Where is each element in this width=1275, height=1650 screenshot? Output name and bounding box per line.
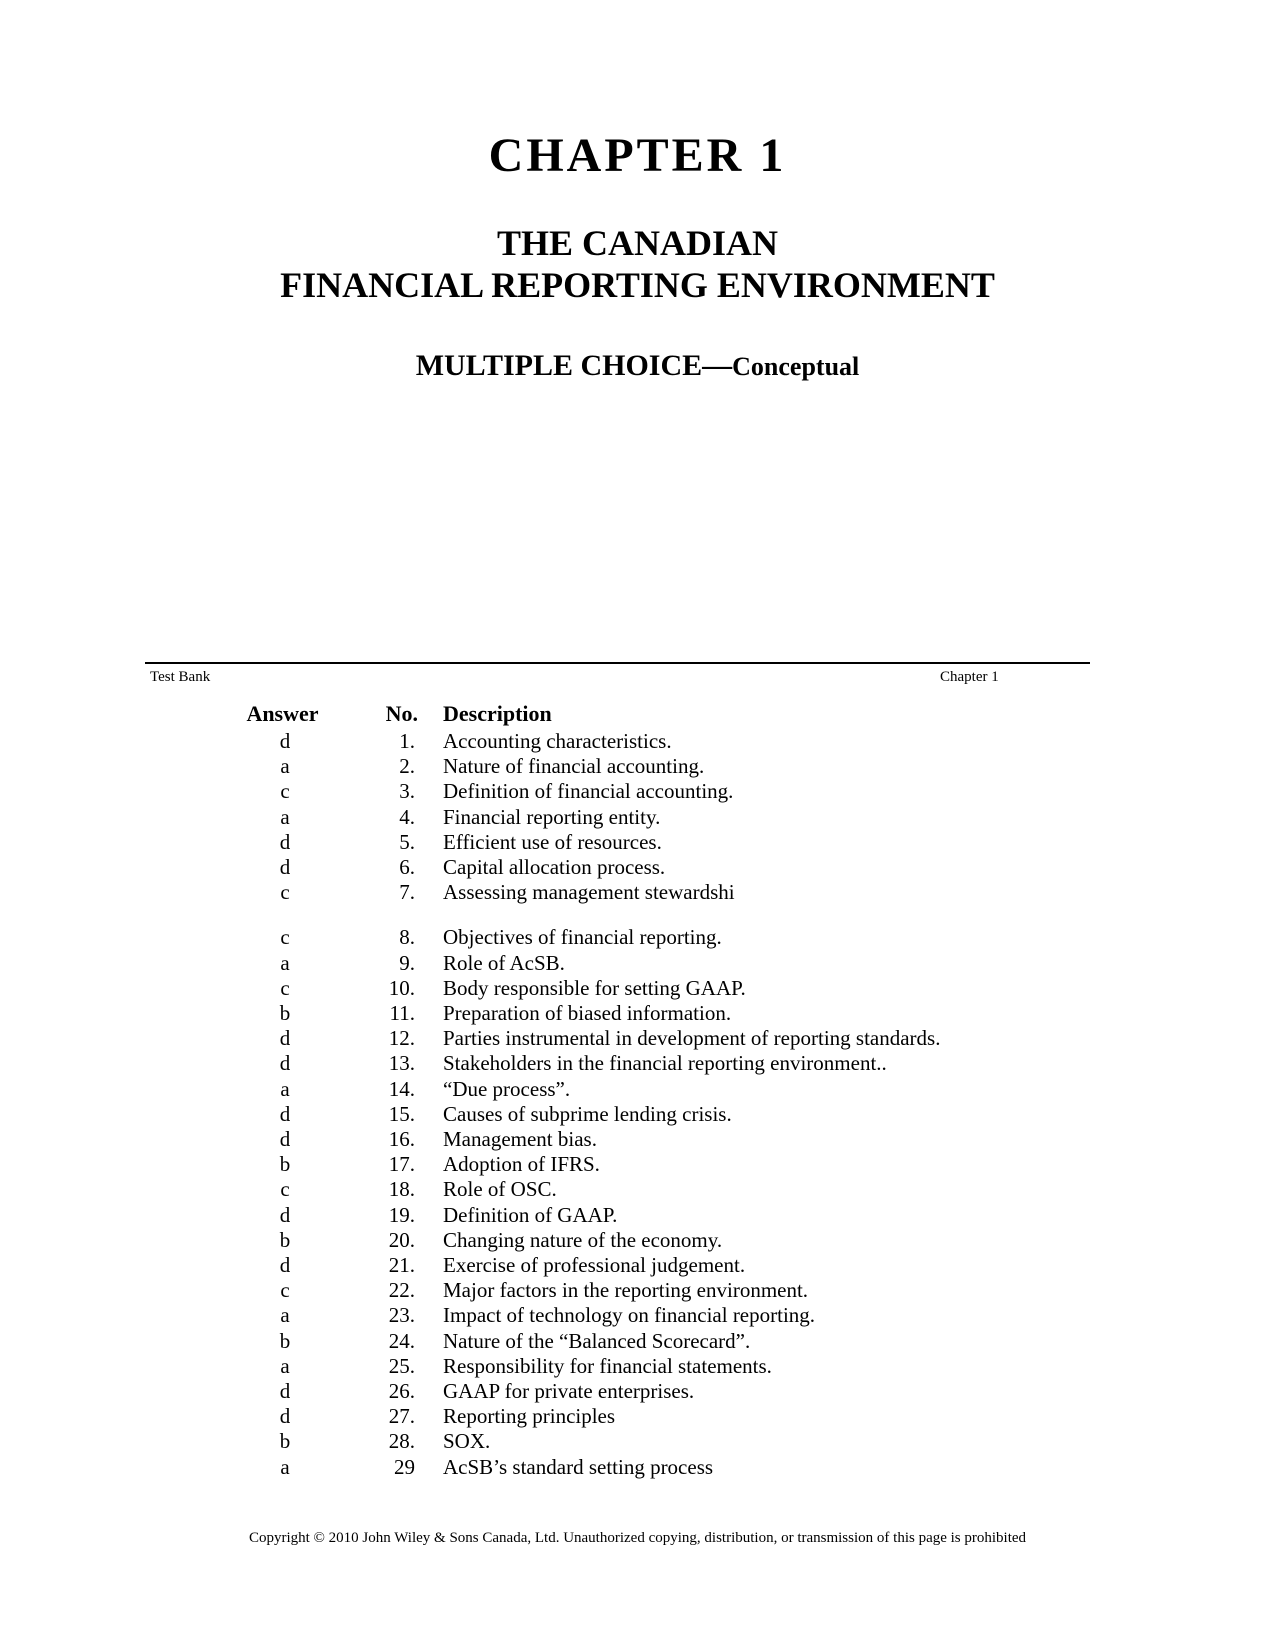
answer-cell: d [279, 855, 291, 879]
answer-cell: b [279, 1152, 291, 1177]
table-row [0, 728, 1275, 754]
answer-cell: d [279, 1101, 291, 1126]
table-row [0, 924, 1275, 950]
question-number-cell: 27. [388, 1404, 415, 1429]
question-number-cell: 2. [399, 754, 415, 779]
answer-cell: c [280, 880, 290, 905]
table-row [0, 975, 1275, 1001]
question-number-cell: 28. [388, 1429, 415, 1454]
answer-cell: c [280, 779, 290, 804]
answer-cell: b [279, 1227, 291, 1252]
description-cell: Financial reporting entity. [443, 804, 661, 829]
question-number-cell: 20. [388, 1227, 415, 1252]
question-number-cell: 15. [388, 1101, 415, 1126]
table-row [0, 1000, 1275, 1026]
description-cell: Major factors in the reporting environment. [443, 1278, 809, 1303]
table-row [0, 854, 1275, 880]
table-row [0, 879, 1275, 905]
answer-cell: a [280, 754, 290, 779]
description-cell: Role of OSC. [443, 1177, 557, 1202]
question-number-cell: 22. [388, 1278, 415, 1303]
description-cell: Parties instrumental in development of reporting standards. [443, 1026, 941, 1051]
question-number-cell: 7. [399, 880, 415, 905]
question-number-cell: 16. [388, 1127, 415, 1151]
answer-cell: a [280, 1076, 290, 1101]
header-rule [145, 662, 1090, 664]
answer-cell: d [279, 1202, 291, 1227]
chapter-subtitle-line1: THE CANADIAN [496, 223, 779, 263]
table-row [0, 1101, 1275, 1127]
question-number-cell: 29 [394, 1454, 415, 1479]
answer-cell: d [279, 1379, 291, 1403]
table-row [0, 1151, 1275, 1177]
description-cell: Assessing management stewardshi [443, 880, 735, 905]
table-row [0, 753, 1275, 779]
question-number-cell: 9. [399, 950, 415, 975]
description-cell: Reporting principles [443, 1404, 616, 1429]
question-number-cell: 4. [399, 804, 415, 829]
table-row [0, 1025, 1275, 1051]
description-cell: Definition of financial accounting. [443, 779, 734, 804]
question-number-cell: 3. [399, 779, 415, 804]
description-cell: Nature of financial accounting. [443, 754, 705, 779]
question-number-cell: 23. [388, 1303, 415, 1328]
answer-cell: a [280, 950, 290, 975]
answer-cell: b [279, 1001, 291, 1025]
chapter-title: CHAPTER 1 [488, 129, 787, 182]
table-row [0, 1126, 1275, 1152]
description-cell: GAAP for private enterprises. [443, 1379, 695, 1403]
question-number-cell: 18. [388, 1177, 415, 1202]
column-header-answer: Answer [246, 701, 319, 726]
answer-cell: c [280, 925, 290, 950]
table-row [0, 1353, 1275, 1379]
answer-cell: d [279, 1051, 291, 1076]
table-row [0, 1302, 1275, 1328]
table-row [0, 1076, 1275, 1102]
description-cell: Role of AcSB. [443, 950, 565, 975]
description-cell: Efficient use of resources. [443, 829, 662, 854]
description-cell: Stakeholders in the financial reporting environment.. [443, 1051, 887, 1076]
table-row [0, 1277, 1275, 1303]
question-number-cell: 17. [388, 1152, 415, 1177]
description-cell: AcSB’s standard setting process [443, 1454, 714, 1479]
chapter-subtitle-line2: FINANCIAL REPORTING ENVIRONMENT [280, 265, 995, 305]
question-number-cell: 21. [388, 1253, 415, 1277]
answer-cell: d [279, 1404, 291, 1429]
table-row [0, 778, 1275, 804]
table-row [0, 1378, 1275, 1404]
answer-cell: b [279, 1328, 291, 1353]
answer-cell: d [279, 1127, 291, 1151]
question-number-cell: 10. [388, 975, 415, 1000]
question-number-cell: 25. [388, 1353, 415, 1378]
table-row [0, 1328, 1275, 1354]
running-header-left: Test Bank [150, 669, 211, 685]
answer-cell: c [280, 975, 290, 1000]
description-cell: Accounting characteristics. [443, 729, 672, 753]
question-number-cell: 5. [399, 829, 415, 854]
description-cell: Capital allocation process. [443, 855, 666, 879]
answer-cell: d [279, 1026, 291, 1051]
table-row [0, 1403, 1275, 1429]
answer-cell: b [279, 1429, 291, 1454]
description-cell: Nature of the “Balanced Scorecard”. [443, 1328, 751, 1353]
description-cell: Definition of GAAP. [443, 1202, 618, 1227]
table-row [0, 1176, 1275, 1202]
table-row [0, 1428, 1275, 1454]
table-row [0, 1454, 1275, 1480]
description-cell: “Due process”. [443, 1076, 571, 1101]
answer-cell: d [279, 829, 291, 854]
answer-cell: d [279, 1253, 291, 1277]
description-cell: Body responsible for setting GAAP. [443, 975, 746, 1000]
answer-cell: a [280, 1353, 290, 1378]
section-heading [0, 346, 1275, 387]
question-number-cell: 6. [399, 855, 415, 879]
description-cell: Objectives of financial reporting. [443, 925, 722, 950]
running-header-right: Chapter 1 [940, 669, 999, 685]
question-number-cell: 19. [388, 1202, 415, 1227]
description-cell: Management bias. [443, 1127, 597, 1151]
description-cell: Changing nature of the economy. [443, 1227, 723, 1252]
question-number-cell: 12. [388, 1026, 415, 1051]
copyright-footer: Copyright © 2010 John Wiley & Sons Canada, Ltd. Unauthorized copying, distribution, or transmission of this page is prohibited [248, 1530, 1027, 1546]
section-heading-sub: Conceptual [732, 352, 860, 381]
table-row [0, 829, 1275, 855]
table-row [0, 1252, 1275, 1278]
answer-cell: d [279, 729, 291, 753]
table-row [0, 804, 1275, 830]
description-cell: Adoption of IFRS. [443, 1152, 600, 1177]
description-cell: Responsibility for financial statements. [443, 1353, 772, 1378]
column-header-number: No. [385, 701, 418, 726]
table-row [0, 1202, 1275, 1228]
answer-cell: a [280, 1303, 290, 1328]
column-header-description: Description [443, 701, 552, 726]
table-row [0, 1227, 1275, 1253]
table-row [0, 950, 1275, 976]
question-number-cell: 8. [399, 925, 415, 950]
question-number-cell: 11. [389, 1001, 415, 1025]
answer-cell: c [280, 1177, 290, 1202]
description-cell: Causes of subprime lending crisis. [443, 1101, 732, 1126]
question-number-cell: 13. [388, 1051, 415, 1076]
description-cell: Exercise of professional judgement. [443, 1253, 746, 1277]
table-row [0, 1050, 1275, 1076]
answer-cell: a [280, 804, 290, 829]
question-number-cell: 14. [388, 1076, 415, 1101]
description-cell: SOX. [443, 1429, 491, 1454]
question-number-cell: 26. [388, 1379, 415, 1403]
question-number-cell: 1. [399, 729, 415, 753]
answer-cell: c [280, 1278, 290, 1303]
description-cell: Preparation of biased information. [443, 1001, 732, 1025]
answer-cell: a [280, 1454, 290, 1479]
question-number-cell: 24. [388, 1328, 415, 1353]
section-heading-main: MULTIPLE CHOICE— [415, 349, 733, 382]
description-cell: Impact of technology on financial reporting. [443, 1303, 816, 1328]
